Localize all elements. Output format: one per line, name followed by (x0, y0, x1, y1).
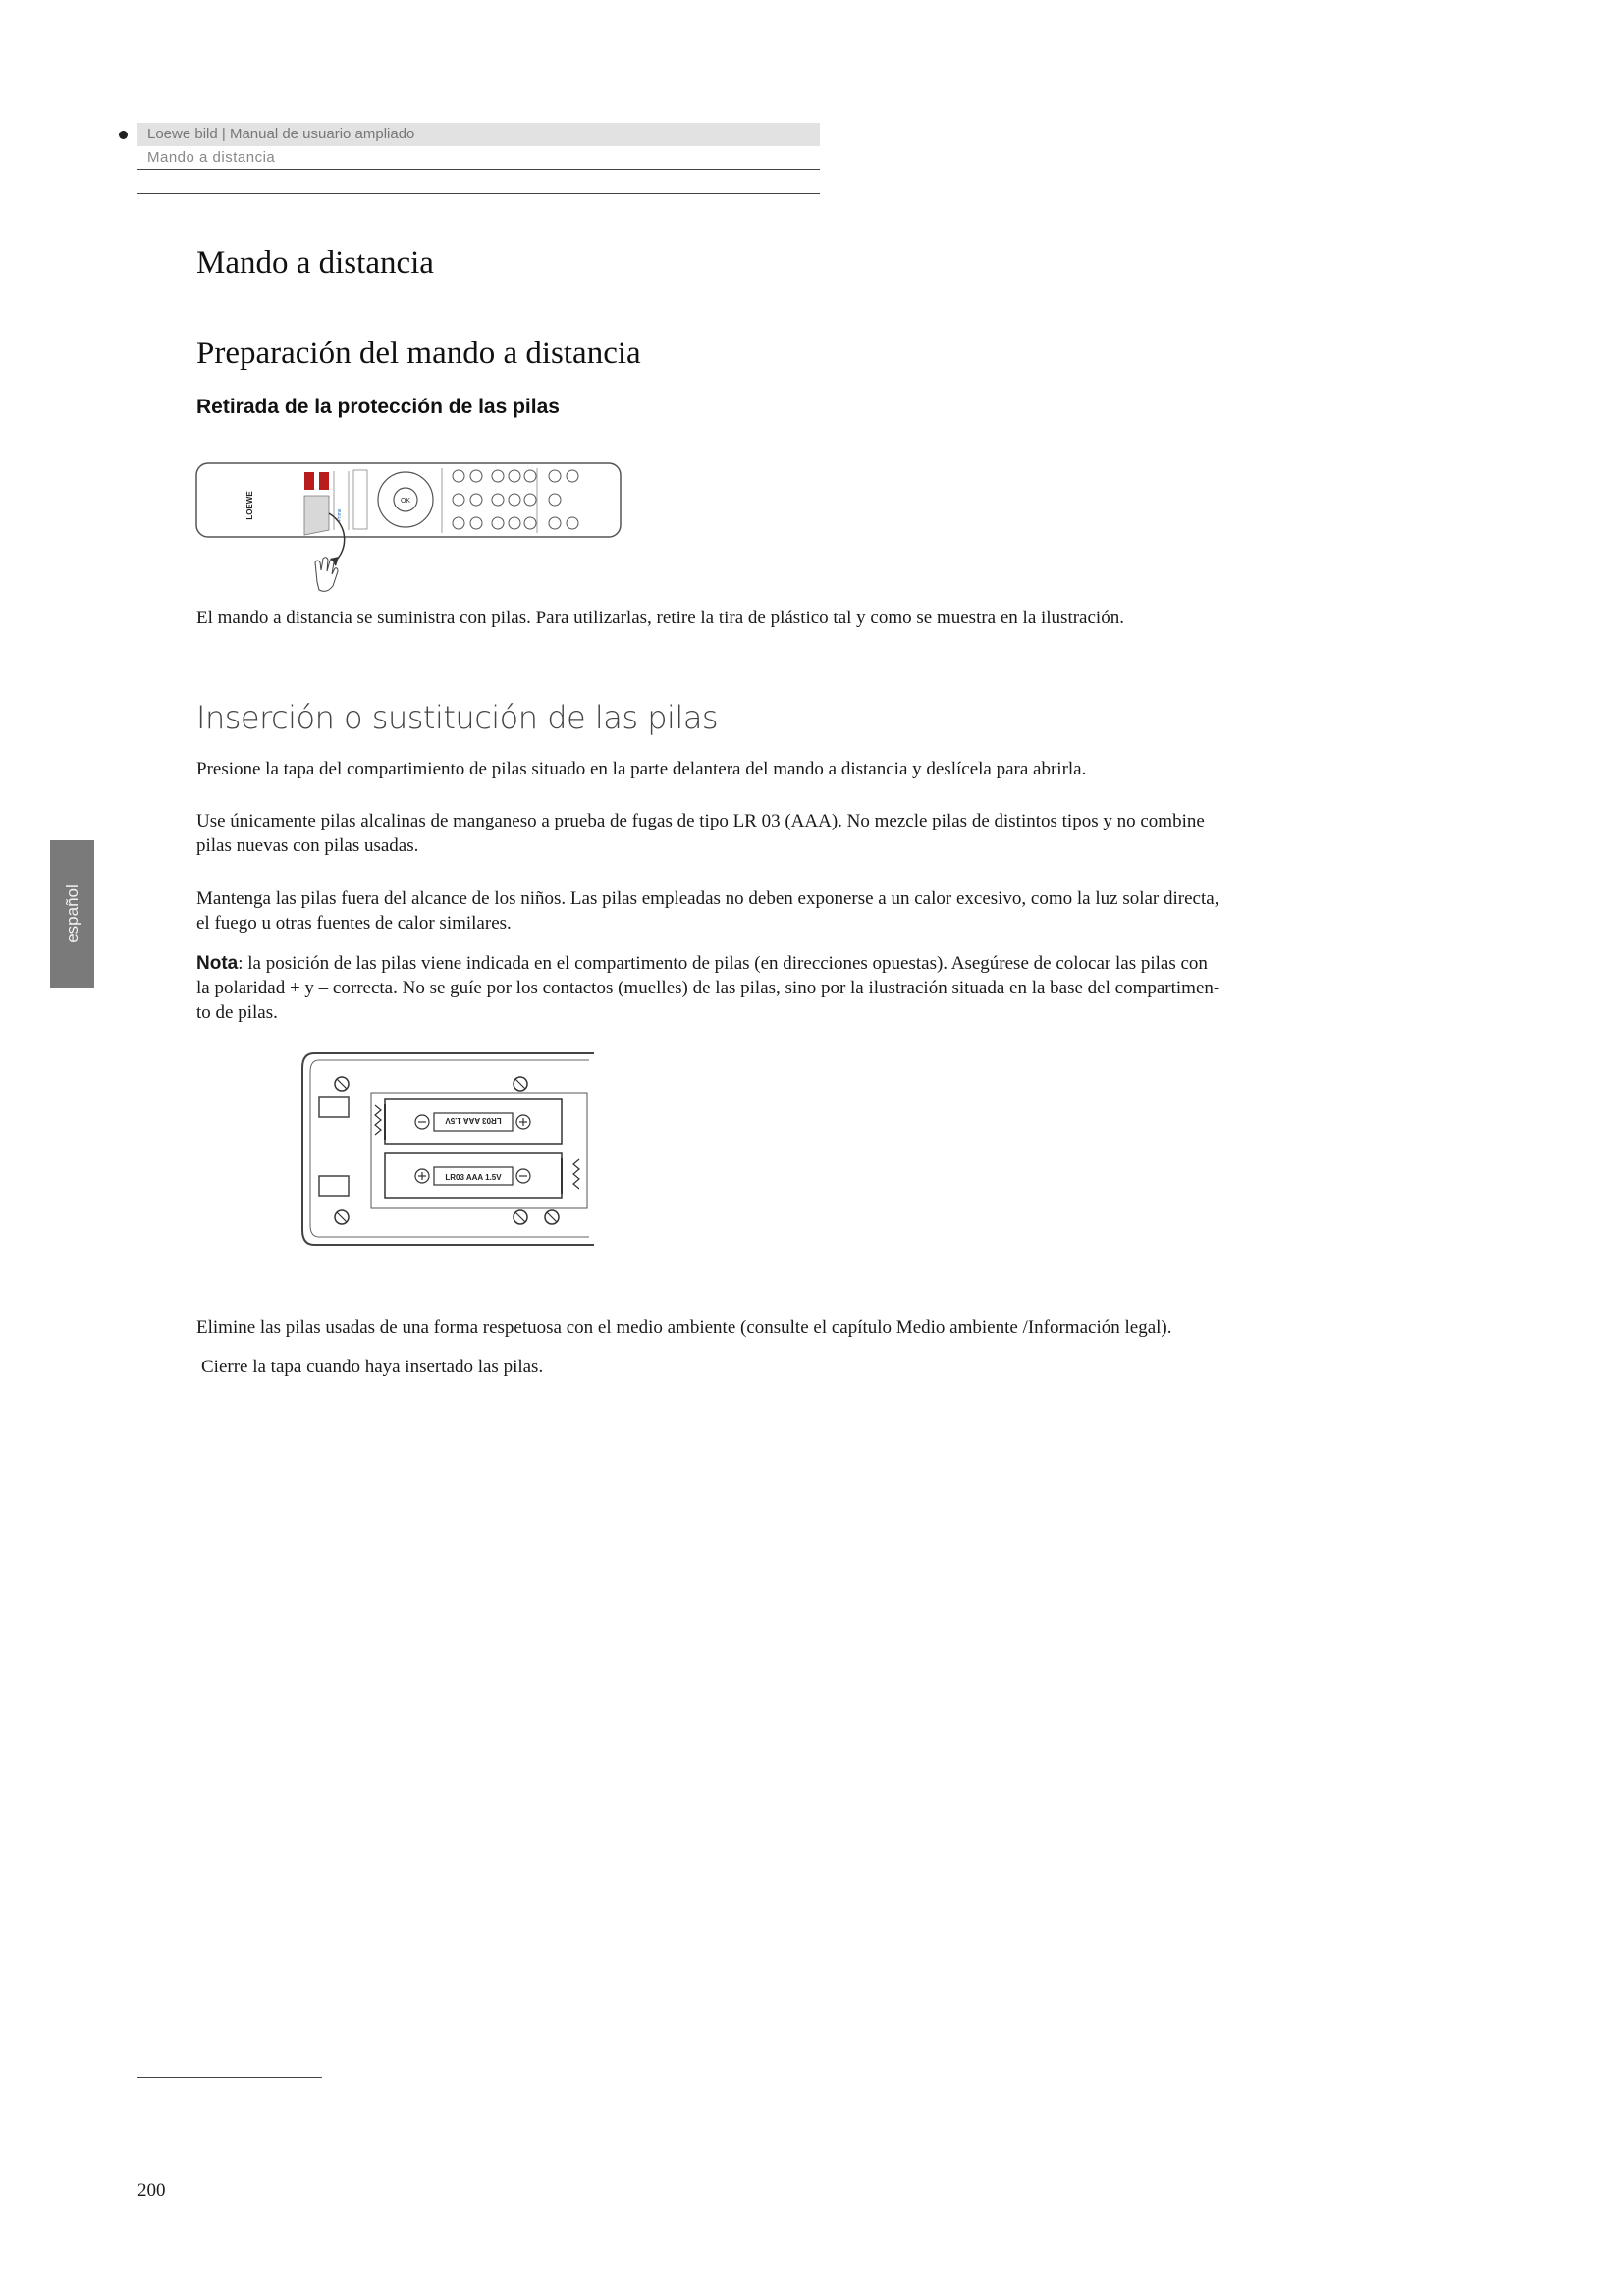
footnote-divider (137, 2077, 322, 2078)
paragraph-remove-protection: El mando a distancia se suministra con pilas. Para utilizarlas, retire la tira de plástico tal y como se muestra en la ilustración. (196, 608, 1124, 628)
paragraph-battery-safety: Mantenga las pilas fuera del alcance de los niños. Las pilas empleadas no deben exponerse a un calor excesivo, como la luz solar directa, el fuego u otras fuentes de calor similares. (196, 888, 1219, 934)
header-document-title: Loewe bild | Manual de usuario ampliado (147, 126, 415, 142)
svg-text:Prime: Prime (337, 508, 343, 522)
battery-label-bottom: LR03 AAA 1.5V (445, 1173, 502, 1182)
loewe-logo-text: LOEWE (245, 491, 254, 520)
subheading-remove-protection: Retirada de la protección de las pilas (196, 396, 560, 418)
paragraph-close-cover: Cierre la tapa cuando haya insertado las pilas. (201, 1357, 544, 1377)
battery-compartment-illustration (295, 1048, 599, 1255)
battery-label-top: LR03 AAA 1.5V (445, 1116, 502, 1125)
paragraph-note-polarity: Nota: la posición de las pilas viene indicada en el compartimento de pilas (en direcciones opuestas). Asegúrese de colocar las pilas con la polaridad + y – correcta. No se guíe por los contactos (muelles) de las pilas, sino por la ilustración situada en la base del compartimen- to de pilas. (196, 953, 1220, 1023)
header-divider-bottom (137, 193, 820, 194)
section-heading-insert-batteries: Inserción o sustitución de las pilas (196, 699, 719, 736)
header-divider-top (137, 169, 820, 170)
svg-text:OK: OK (400, 498, 411, 505)
paragraph-dispose-batteries: Elimine las pilas usadas de una forma respetuosa con el medio ambiente (consulte el capítulo Medio ambiente /Información legal). (196, 1317, 1172, 1338)
page-number: 200 (137, 2180, 166, 2201)
page-title: Mando a distancia (196, 245, 434, 281)
header-section-title: Mando a distancia (147, 149, 276, 166)
paragraph-battery-type: Use únicamente pilas alcalinas de manganeso a prueba de fugas de tipo LR 03 (AAA). No mezcle pilas de distintos tipos y no combine pilas nuevas con pilas usadas. (196, 811, 1205, 856)
note-label: Nota (196, 953, 239, 974)
language-side-label: español (62, 884, 81, 943)
section-heading-preparation: Preparación del mando a distancia (196, 336, 641, 371)
paragraph-open-cover: Presione la tapa del compartimiento de pilas situado en la parte delantera del mando a distancia y deslícela para abrirla. (196, 759, 1087, 779)
remote-control-illustration (191, 456, 628, 599)
header-bullet (119, 131, 128, 139)
